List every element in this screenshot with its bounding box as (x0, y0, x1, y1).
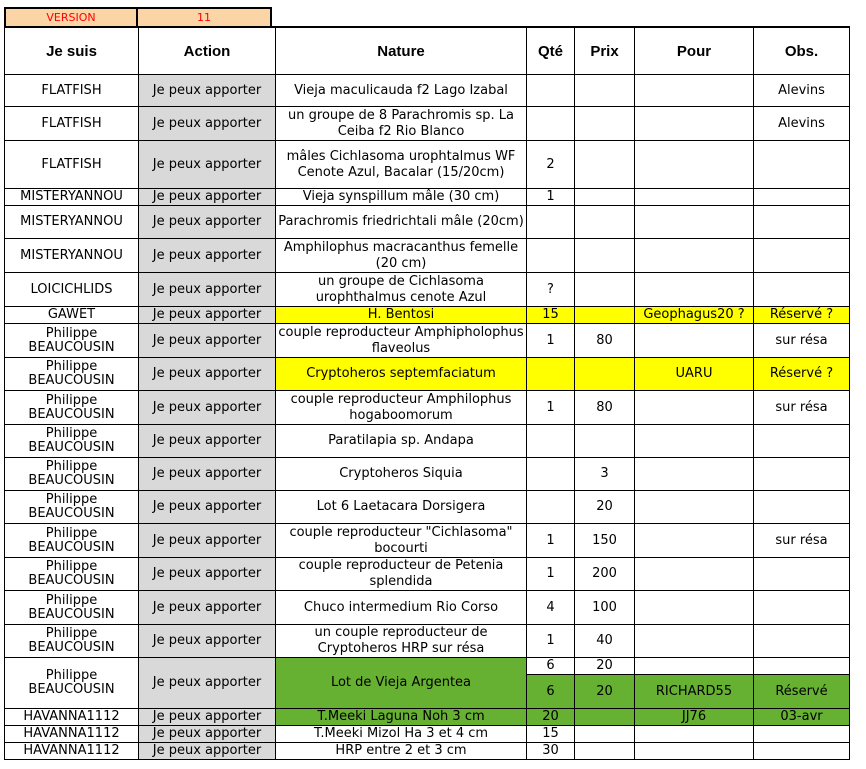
cell-qte: 15 (527, 726, 575, 743)
cell-action: Je peux apporter (139, 726, 276, 743)
cell-action: Je peux apporter (139, 709, 276, 726)
cell-pour (635, 189, 754, 206)
table-row (5, 206, 850, 239)
cell-qte: 15 (527, 307, 575, 324)
cell-prix (575, 709, 635, 726)
cell-je-suis: Philippe BEAUCOUSIN (5, 358, 139, 391)
cell-je-suis: FLATFISH (5, 75, 139, 107)
version-label: VERSION (5, 8, 137, 27)
cell-prix (575, 726, 635, 743)
table-row (5, 743, 850, 760)
table-row (5, 491, 850, 524)
cell-pour (635, 107, 754, 141)
cell-action: Je peux apporter (139, 273, 276, 307)
cell-nature: Lot 6 Laetacara Dorsigera (276, 491, 527, 524)
cell-action: Je peux apporter (139, 425, 276, 458)
cell-obs: sur résa (754, 524, 850, 558)
cell-nature: mâles Cichlasoma urophtalmus WF Cenote Azul, Bacalar (15/20cm) (276, 141, 527, 189)
cell-qte: 1 (527, 189, 575, 206)
header-qte: Qté (527, 27, 575, 75)
cell-action: Je peux apporter (139, 524, 276, 558)
cell-obs: Réservé ? (754, 358, 850, 391)
header-prix: Prix (575, 27, 635, 75)
exchange-table (4, 26, 850, 760)
cell-action: Je peux apporter (139, 391, 276, 425)
cell-prix (575, 307, 635, 324)
cell-pour: JJ76 (635, 709, 754, 726)
header-nature: Nature (276, 27, 527, 75)
cell-action: Je peux apporter (139, 491, 276, 524)
cell-prix: 150 (575, 524, 635, 558)
cell-je-suis: Philippe BEAUCOUSIN (5, 658, 139, 709)
cell-qte (527, 358, 575, 391)
cell-obs: Alevins (754, 107, 850, 141)
cell-prix: 20 (575, 491, 635, 524)
cell-je-suis: GAWET (5, 307, 139, 324)
table-row (5, 391, 850, 425)
cell-pour (635, 273, 754, 307)
table-row (5, 658, 850, 675)
cell-action: Je peux apporter (139, 324, 276, 358)
cell-je-suis: Philippe BEAUCOUSIN (5, 625, 139, 658)
cell-obs (754, 491, 850, 524)
cell-pour (635, 324, 754, 358)
table-row (5, 239, 850, 273)
cell-pour (635, 625, 754, 658)
cell-qte (527, 425, 575, 458)
cell-je-suis: HAVANNA1112 (5, 709, 139, 726)
cell-je-suis: FLATFISH (5, 107, 139, 141)
cell-pour (635, 726, 754, 743)
cell-qte: 1 (527, 524, 575, 558)
cell-obs: 03-avr (754, 709, 850, 726)
cell-nature: Lot de Vieja Argentea (276, 658, 527, 709)
cell-prix: 40 (575, 625, 635, 658)
cell-je-suis: FLATFISH (5, 141, 139, 189)
cell-obs (754, 558, 850, 591)
cell-qte: 30 (527, 743, 575, 760)
table-row (5, 189, 850, 206)
cell-prix (575, 107, 635, 141)
cell-qte (527, 458, 575, 491)
cell-prix (575, 239, 635, 273)
cell-pour (635, 658, 754, 675)
cell-obs (754, 273, 850, 307)
cell-obs (754, 658, 850, 675)
header-row (5, 27, 850, 75)
cell-qte (527, 107, 575, 141)
cell-nature: T.Meeki Laguna Noh 3 cm (276, 709, 527, 726)
cell-pour (635, 743, 754, 760)
cell-action: Je peux apporter (139, 107, 276, 141)
cell-pour (635, 458, 754, 491)
cell-pour (635, 141, 754, 189)
cell-qte: 1 (527, 324, 575, 358)
cell-qte (527, 206, 575, 239)
cell-qte (527, 491, 575, 524)
cell-nature: T.Meeki Mizol Ha 3 et 4 cm (276, 726, 527, 743)
cell-pour: RICHARD55 (635, 675, 754, 709)
cell-je-suis: MISTERYANNOU (5, 239, 139, 273)
cell-nature: Cryptoheros septemfaciatum (276, 358, 527, 391)
cell-action: Je peux apporter (139, 307, 276, 324)
cell-qte (527, 239, 575, 273)
cell-obs (754, 591, 850, 625)
table-row (5, 458, 850, 491)
cell-qte: 6 (527, 658, 575, 675)
cell-qte: 4 (527, 591, 575, 625)
cell-prix (575, 358, 635, 391)
version-number: 11 (137, 8, 271, 27)
cell-action: Je peux apporter (139, 141, 276, 189)
cell-je-suis: Philippe BEAUCOUSIN (5, 558, 139, 591)
table-row (5, 358, 850, 391)
cell-je-suis: Philippe BEAUCOUSIN (5, 591, 139, 625)
table-row (5, 425, 850, 458)
cell-qte: 1 (527, 625, 575, 658)
table-row (5, 273, 850, 307)
cell-nature: un couple reproducteur de Cryptoheros HRP sur résa (276, 625, 527, 658)
cell-obs: sur résa (754, 391, 850, 425)
cell-action: Je peux apporter (139, 239, 276, 273)
cell-nature: couple reproducteur Amphipholophus flaveolus (276, 324, 527, 358)
cell-qte: 6 (527, 675, 575, 709)
cell-prix (575, 189, 635, 206)
cell-prix (575, 743, 635, 760)
table-row (5, 709, 850, 726)
cell-prix (575, 425, 635, 458)
table-row (5, 324, 850, 358)
cell-qte: 20 (527, 709, 575, 726)
cell-qte: 1 (527, 391, 575, 425)
cell-je-suis: Philippe BEAUCOUSIN (5, 524, 139, 558)
cell-obs (754, 743, 850, 760)
cell-pour: UARU (635, 358, 754, 391)
table-row (5, 524, 850, 558)
cell-nature: Vieja maculicauda f2 Lago Izabal (276, 75, 527, 107)
cell-action: Je peux apporter (139, 743, 276, 760)
cell-nature: Vieja synspillum mâle (30 cm) (276, 189, 527, 206)
cell-je-suis: HAVANNA1112 (5, 726, 139, 743)
table-row (5, 141, 850, 189)
cell-action: Je peux apporter (139, 625, 276, 658)
cell-prix (575, 206, 635, 239)
cell-prix (575, 273, 635, 307)
cell-action: Je peux apporter (139, 558, 276, 591)
cell-nature: Chuco intermedium Rio Corso (276, 591, 527, 625)
cell-nature: Parachromis friedrichtali mâle (20cm) (276, 206, 527, 239)
cell-qte: 1 (527, 558, 575, 591)
cell-je-suis: MISTERYANNOU (5, 189, 139, 206)
table-row (5, 107, 850, 141)
cell-qte: ? (527, 273, 575, 307)
cell-obs: Réservé (754, 675, 850, 709)
cell-nature: couple reproducteur de Petenia splendida (276, 558, 527, 591)
cell-action: Je peux apporter (139, 75, 276, 107)
cell-pour (635, 239, 754, 273)
cell-prix: 100 (575, 591, 635, 625)
cell-je-suis: Philippe BEAUCOUSIN (5, 391, 139, 425)
cell-obs (754, 425, 850, 458)
cell-pour (635, 425, 754, 458)
cell-nature: H. Bentosi (276, 307, 527, 324)
cell-nature: Paratilapia sp. Andapa (276, 425, 527, 458)
cell-pour (635, 75, 754, 107)
cell-obs (754, 189, 850, 206)
table-row (5, 75, 850, 107)
cell-nature: Amphilophus macracanthus femelle (20 cm) (276, 239, 527, 273)
cell-nature: couple reproducteur "Cichlasoma" bocourti (276, 524, 527, 558)
cell-nature: HRP entre 2 et 3 cm (276, 743, 527, 760)
cell-pour (635, 558, 754, 591)
table-row (5, 558, 850, 591)
version-table (4, 7, 272, 28)
cell-je-suis: MISTERYANNOU (5, 206, 139, 239)
cell-nature: un groupe de 8 Parachromis sp. La Ceiba f2 Rio Blanco (276, 107, 527, 141)
cell-qte (527, 75, 575, 107)
cell-prix (575, 141, 635, 189)
cell-pour (635, 591, 754, 625)
cell-obs (754, 625, 850, 658)
cell-prix (575, 75, 635, 107)
cell-obs (754, 458, 850, 491)
cell-je-suis: Philippe BEAUCOUSIN (5, 458, 139, 491)
table-row (5, 726, 850, 743)
cell-je-suis: Philippe BEAUCOUSIN (5, 425, 139, 458)
cell-action: Je peux apporter (139, 658, 276, 709)
cell-obs (754, 141, 850, 189)
cell-prix: 20 (575, 675, 635, 709)
cell-obs (754, 239, 850, 273)
cell-obs: Réservé ? (754, 307, 850, 324)
cell-nature: couple reproducteur Amphilophus hogaboomorum (276, 391, 527, 425)
cell-action: Je peux apporter (139, 591, 276, 625)
header-obs: Obs. (754, 27, 850, 75)
cell-je-suis: Philippe BEAUCOUSIN (5, 324, 139, 358)
cell-obs: sur résa (754, 324, 850, 358)
cell-je-suis: LOICICHLIDS (5, 273, 139, 307)
cell-pour (635, 524, 754, 558)
header-action: Action (139, 27, 276, 75)
cell-nature: un groupe de Cichlasoma urophthalmus cenote Azul (276, 273, 527, 307)
cell-action: Je peux apporter (139, 206, 276, 239)
cell-prix: 80 (575, 391, 635, 425)
cell-obs (754, 726, 850, 743)
cell-pour (635, 491, 754, 524)
cell-obs: Alevins (754, 75, 850, 107)
table-row (5, 625, 850, 658)
cell-prix: 3 (575, 458, 635, 491)
cell-action: Je peux apporter (139, 189, 276, 206)
header-je-suis: Je suis (5, 27, 139, 75)
cell-qte: 2 (527, 141, 575, 189)
header-pour: Pour (635, 27, 754, 75)
cell-pour: Geophagus20 ? (635, 307, 754, 324)
cell-nature: Cryptoheros Siquia (276, 458, 527, 491)
cell-je-suis: HAVANNA1112 (5, 743, 139, 760)
cell-action: Je peux apporter (139, 458, 276, 491)
cell-action: Je peux apporter (139, 358, 276, 391)
cell-pour (635, 206, 754, 239)
table-row (5, 307, 850, 324)
cell-obs (754, 206, 850, 239)
cell-prix: 80 (575, 324, 635, 358)
cell-prix: 200 (575, 558, 635, 591)
cell-je-suis: Philippe BEAUCOUSIN (5, 491, 139, 524)
table-row (5, 591, 850, 625)
cell-prix: 20 (575, 658, 635, 675)
cell-pour (635, 391, 754, 425)
